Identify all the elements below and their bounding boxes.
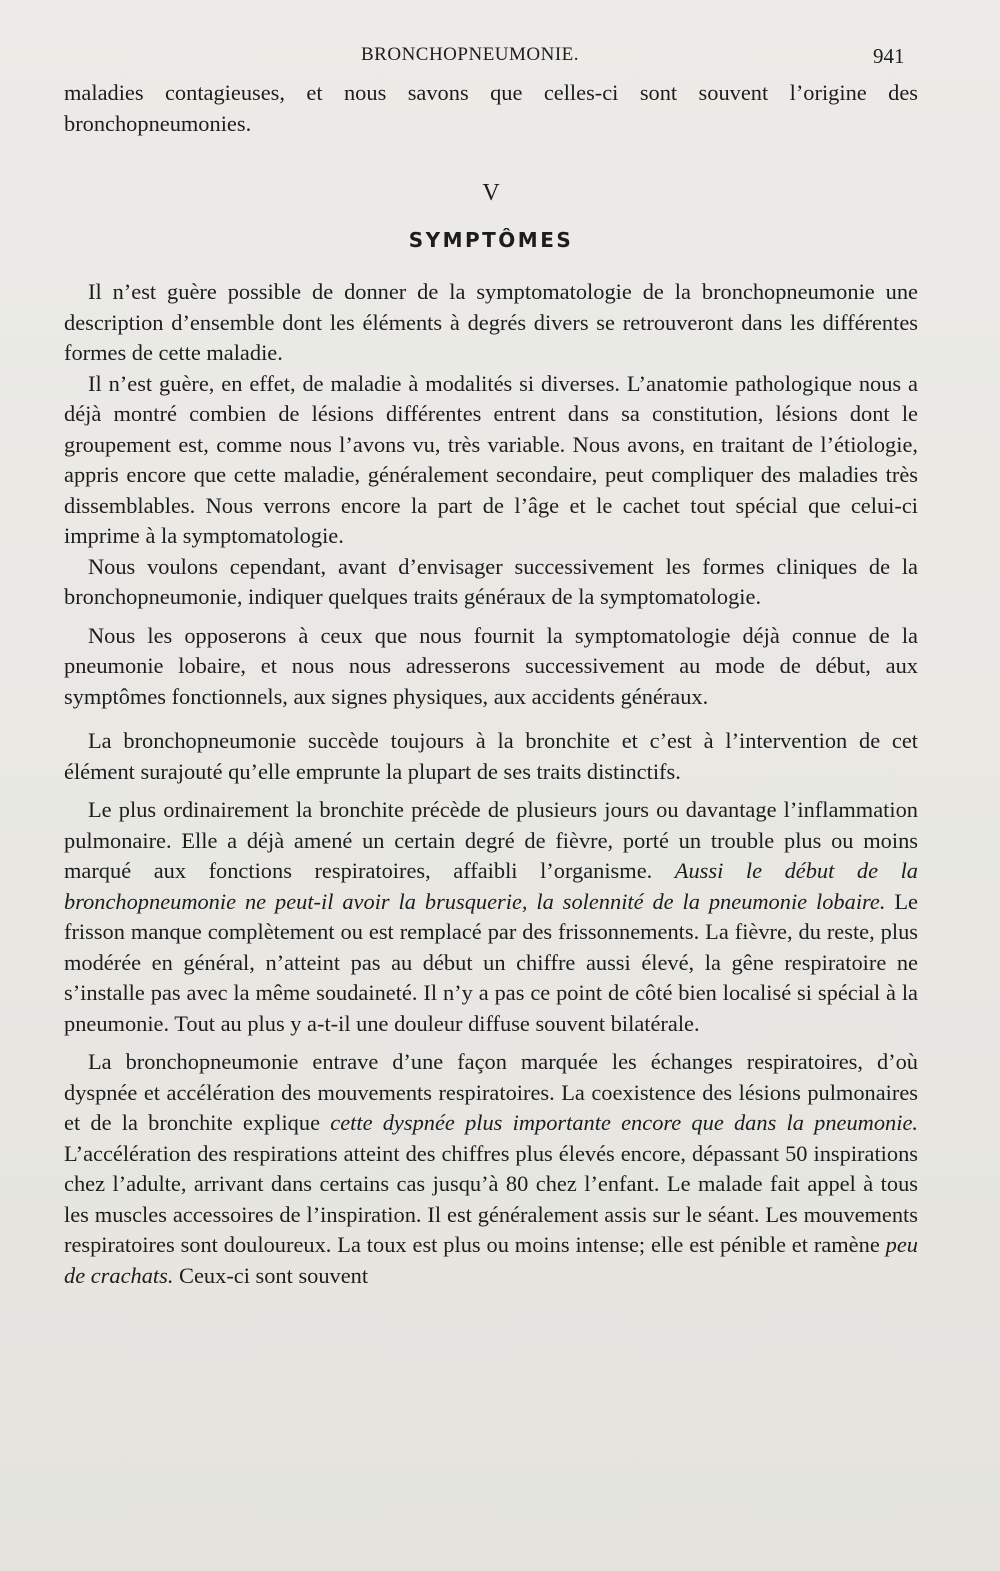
italic-text: Aussi le début de la bronchopneumonie ne peut-il avoir la brusquerie, la solennité de la pneumonie lobaire. — [64, 858, 918, 914]
paragraph: Nous voulons cependant, avant d’envisager successivement les formes cliniques de la bronchopneumonie, indiquer quelques traits généraux de la symptomatologie. — [64, 553, 918, 609]
paragraph-text: Ceux-ci sont souvent — [173, 1262, 369, 1288]
paragraph-text: Le plus ordinairement la bronchite précède de plusieurs jours ou davantage l’inflammation pulmonaire. Elle a déjà amené un certain degré de fièvre, porté un trouble plus ou moins marqué aux fonctions respiratoires, affaibli l’organisme. — [64, 797, 918, 883]
running-title: BRONCHOPNEUMONIE. — [361, 44, 580, 65]
paragraph-text: L’accélération des respirations atteint des chiffres plus élevés encore, dépassant 50 inspirations chez l’adulte, arrivant dans certains cas jusqu’à 80 chez l’enfant. Le malade fait appel à tous les muscles accessoires de l’inspiration. Il est généralement assis sur le séant. Les mouvements respiratoires sont douloureux. La toux est plus ou moins intense; elle est pénible et ramène — [64, 1140, 918, 1257]
section-title: SYMPTÔMES — [408, 228, 574, 252]
paragraph-text: Le frisson manque complètement ou est remplacé par des frissonnements. La fièvre, du reste, plus modérée en général, n’atteint pas au début un chiffre aussi élevé, la gêne respiratoire ne s’installe pas avec la même soudaineté. Il n’y a pas ce point de côté bien localisé si spécial à la pneumonie. Tout au plus y a-t-il une douleur diffuse souvent bilatérale. — [64, 888, 918, 1036]
paragraph: Il n’est guère, en effet, de maladie à modalités si diverses. L’anatomie pathologique nous a déjà montré combien de lésions différentes entrent dans sa constitution, lésions dont le groupement est, comme nous l’avons vu, très variable. Nous avons, en traitant de l’étiologie, appris encore que cette maladie, généralement secondaire, peut compliquer des maladies très dissemblables. Nous verrons encore la part de l’âge et le cachet tout spécial que celui-ci imprime à la symptomatologie. — [64, 370, 918, 548]
paragraph — [64, 1047, 918, 1291]
paragraph-continued: maladies contagieuses, et nous savons que celles-ci sont souvent l’origine des bronchopneumonies. — [64, 80, 918, 136]
body-text — [64, 78, 918, 1291]
paragraph: Il n’est guère possible de donner de la symptomatologie de la bronchopneumonie une description d’ensemble dont les éléments à degrés divers se retrouveront dans les différentes formes de cette maladie. — [64, 279, 918, 365]
paragraph: Nous les opposerons à ceux que nous fournit la symptomatologie déjà connue de la pneumonie lobaire, et nous nous adresserons successivement au mode de début, aux symptômes fonctionnels, aux signes physiques, aux accidents généraux. — [64, 622, 918, 709]
italic-text: peu de crachats. — [64, 1232, 918, 1288]
paragraph — [64, 795, 918, 1039]
running-head — [0, 44, 1000, 74]
italic-text: cette dyspnée plus importante encore que dans la pneumonie. — [330, 1110, 919, 1135]
paragraph: La bronchopneumonie succède toujours à la bronchite et c’est à l’intervention de cet élément surajouté qu’elle emprunte la plupart de ses traits distinctifs. — [64, 728, 918, 784]
page-number: 941 — [873, 44, 905, 68]
paragraph-text: La bronchopneumonie entrave d’une façon marquée les échanges respiratoires, d’où dyspnée et accélération des mouvements respiratoires. La coexistence des lésions pulmonaires et de la bronchite explique — [64, 1049, 918, 1135]
section-number: V — [482, 180, 500, 206]
